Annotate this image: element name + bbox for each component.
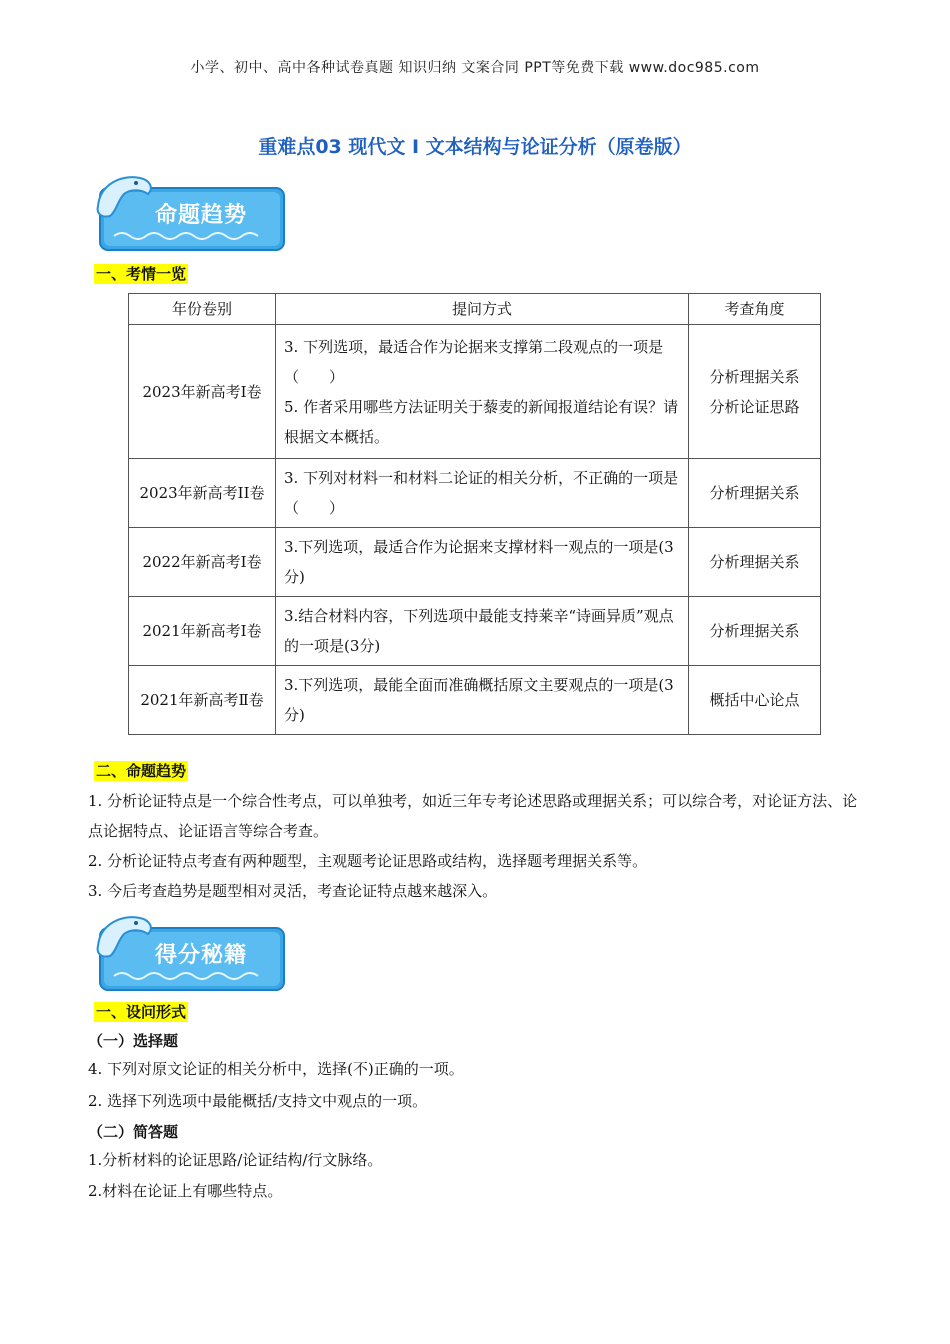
question-line: 3. 下列选项，最适合作为论据来支撑第二段观点的一项是（ ） bbox=[284, 337, 664, 386]
exam-table bbox=[128, 293, 821, 735]
question-line: 5. 作者采用哪些方法证明关于藜麦的新闻报道结论有误？请根据文本概括。 bbox=[284, 397, 679, 446]
cell-angle: 分析理据关系 bbox=[689, 597, 821, 666]
table-header-row bbox=[129, 294, 821, 325]
cell-angle: 分析理据关系 bbox=[689, 459, 821, 528]
table-row bbox=[129, 459, 821, 528]
trend-item: 3. 今后考查趋势是题型相对灵活，考查论证特点越来越深入。 bbox=[88, 882, 498, 900]
subheading-short-answer: （二）简答题 bbox=[88, 1123, 179, 1141]
cell-year: 2022年新高考Ⅰ卷 bbox=[129, 528, 276, 597]
col-header-question: 提问方式 bbox=[276, 294, 689, 325]
table-row bbox=[129, 597, 821, 666]
cell-angle bbox=[689, 325, 821, 459]
form-item: 4. 下列对原文论证的相关分析中，选择(不)正确的一项。 bbox=[88, 1060, 464, 1078]
cell-year: 2023年新高考I卷 bbox=[129, 325, 276, 459]
trend-item: 2. 分析论证特点考查有两种题型，主观题考论证思路或结构，选择题考理据关系等。 bbox=[88, 852, 648, 870]
cell-year: 2023年新高考II卷 bbox=[129, 459, 276, 528]
cell-angle: 概括中心论点 bbox=[689, 666, 821, 735]
cell-year: 2021年新高考Ⅰ卷 bbox=[129, 597, 276, 666]
badge-trend-label: 命题趋势 bbox=[154, 203, 247, 228]
table-row bbox=[129, 666, 821, 735]
page-header: 小学、初中、高中各种试卷真题 知识归纳 文案合同 PPT等免费下载 www.doc985.com bbox=[190, 60, 760, 76]
col-header-year: 年份卷别 bbox=[129, 294, 276, 325]
table-row bbox=[129, 528, 821, 597]
form-item: 2. 选择下列选项中最能概括/支持文中观点的一项。 bbox=[88, 1092, 428, 1110]
col-header-angle: 考查角度 bbox=[689, 294, 821, 325]
subheading-choice: （一）选择题 bbox=[88, 1032, 179, 1050]
table-row bbox=[129, 325, 821, 459]
section1-heading: 一、考情一览 bbox=[96, 265, 187, 283]
trend-item: 1. 分析论证特点是一个综合性考点，可以单独考，如近三年专考论述思路或理据关系；可以综合考，对论证方法、论点论据特点、论证语言等综合考查。 bbox=[88, 792, 858, 840]
section2-heading: 二、命题趋势 bbox=[96, 762, 187, 780]
form-item: 2.材料在论证上有哪些特点。 bbox=[88, 1182, 283, 1200]
badge-secrets bbox=[92, 912, 288, 994]
cell-year: 2021年新高考Ⅱ卷 bbox=[129, 666, 276, 735]
section3-heading: 一、设问形式 bbox=[96, 1003, 187, 1021]
cell-question: 3.结合材料内容，下列选项中最能支持莱辛“诗画异质”观点的一项是(3分) bbox=[276, 597, 689, 666]
cell-question: 3. 下列对材料一和材料二论证的相关分析，不正确的一项是（ ） bbox=[276, 459, 689, 528]
angle-line: 分析理据关系 bbox=[709, 367, 800, 386]
cell-question: 3.下列选项，最适合作为论据来支撑材料一观点的一项是(3分) bbox=[276, 528, 689, 597]
page-title: 重难点03 现代文 I 文本结构与论证分析（原卷版） bbox=[258, 136, 692, 158]
badge-secrets-label: 得分秘籍 bbox=[154, 943, 247, 968]
angle-line: 分析论证思路 bbox=[709, 397, 800, 416]
form-item: 1.分析材料的论证思路/论证结构/行文脉络。 bbox=[88, 1151, 383, 1169]
cell-angle: 分析理据关系 bbox=[689, 528, 821, 597]
badge-trend bbox=[92, 172, 288, 254]
cell-question bbox=[276, 325, 689, 459]
cell-question: 3.下列选项，最能全面而准确概括原文主要观点的一项是(3分) bbox=[276, 666, 689, 735]
